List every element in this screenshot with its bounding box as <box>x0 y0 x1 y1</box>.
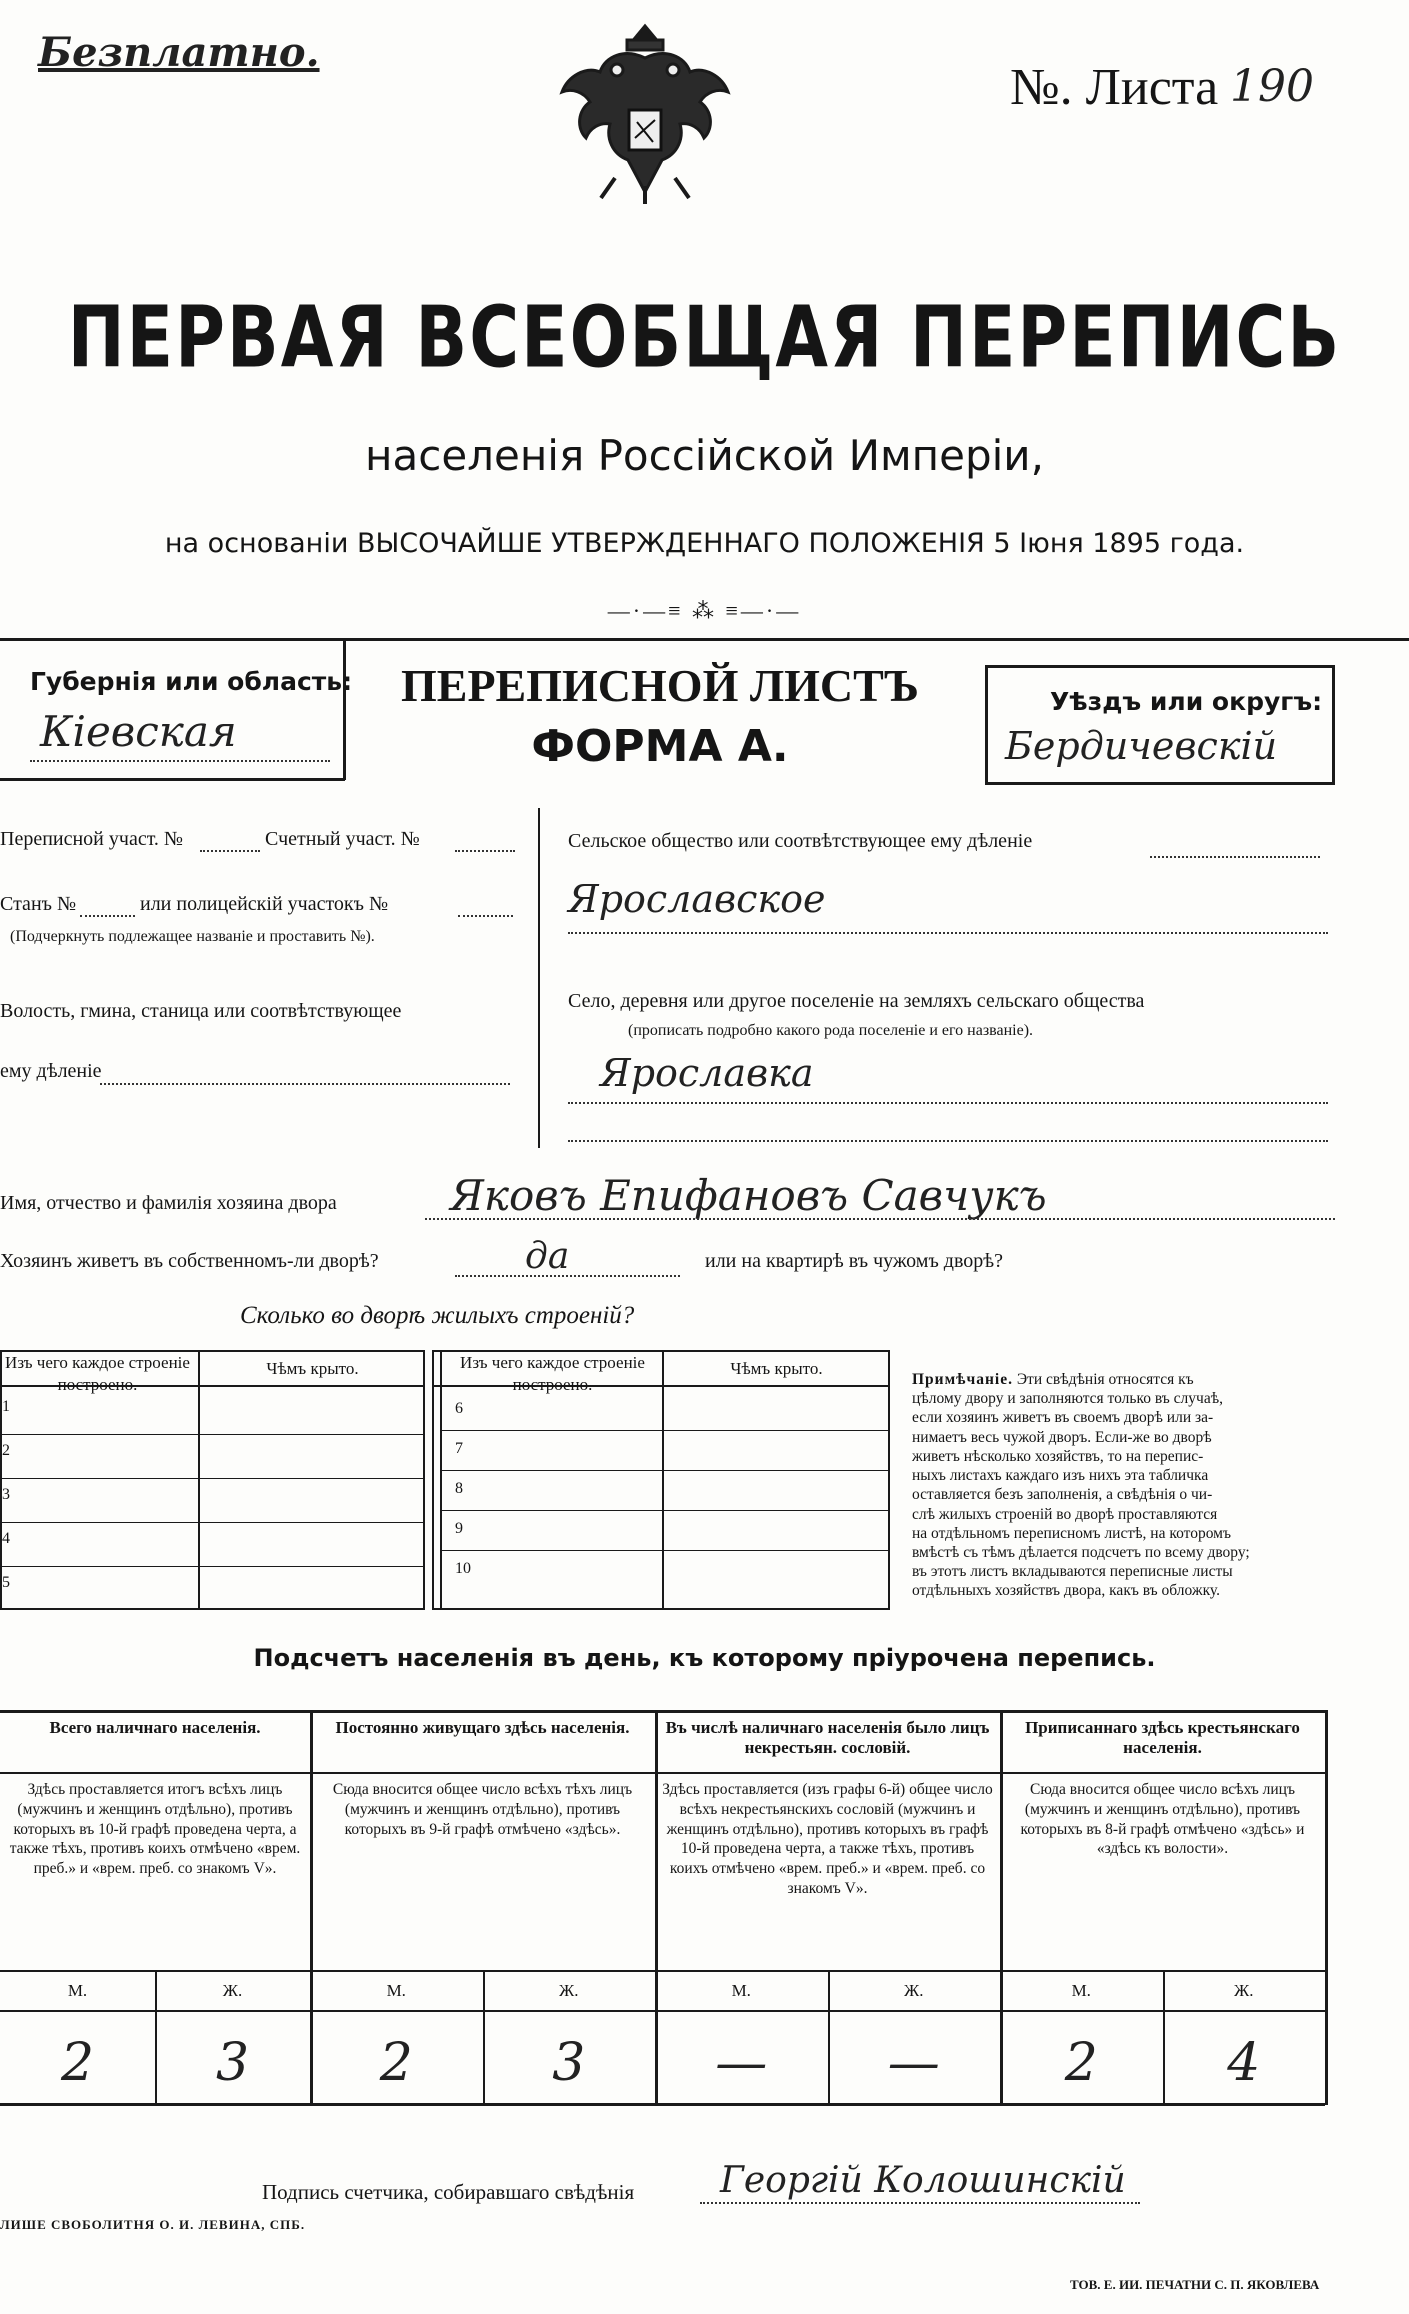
building-row-rule <box>0 1434 425 1435</box>
buildings-left-col-divider <box>198 1350 200 1610</box>
building-row-number: 1 <box>2 1398 10 1415</box>
note-line: въ этотъ листъ вкладываются переписные листы <box>912 1563 1233 1581</box>
gubernia-value: Кіевская <box>40 707 237 756</box>
owner-name-value: Яковъ Епифановъ Савчукъ <box>450 1171 1047 1220</box>
underline-note: (Подчеркнуть подлежащее названіе и проставить №). <box>10 928 375 945</box>
own-yard-label: Хозяинъ живетъ въ собственномъ-ли дворѣ? <box>0 1250 379 1272</box>
note-line: нимаетъ весь чужой дворъ. Если-же во дворѣ <box>912 1428 1212 1446</box>
police-label: или полицейскій участокъ № <box>140 893 389 915</box>
volost-line <box>100 1083 510 1085</box>
summary-f-value: — <box>887 2033 940 2093</box>
summary-m-label: М. <box>1071 1981 1091 2000</box>
main-title: ПЕРВАЯ ВСЕОБЩАЯ ПЕРЕПИСЬ <box>67 288 1342 388</box>
note-line: цѣлому двору и заполняются только въ случаѣ, <box>912 1390 1223 1408</box>
summary-values-rule <box>0 2010 1325 2012</box>
summary-header-rule <box>0 1772 310 1774</box>
summary-m-value: — <box>715 2033 768 2093</box>
summary-f-value: 3 <box>552 2033 586 2093</box>
note-line: живетъ нѣсколько хозяйствъ, то на перепис- <box>912 1447 1204 1465</box>
building-row-number: 10 <box>455 1560 471 1577</box>
note-line: вмѣстѣ съ тѣмъ дѣлается подсчетъ по всему двору; <box>912 1543 1250 1561</box>
summary-header-rule <box>310 1772 655 1774</box>
summary-top-rule <box>0 1710 1325 1713</box>
buildings-left-col-roof: Чѣмъ крыто. <box>266 1359 359 1378</box>
imperial-eagle-emblem-icon <box>555 18 735 208</box>
count-plot-line <box>455 850 515 852</box>
summary-col-desc: Здѣсь проставляется (изъ графы 6-й) общее число всѣхъ некрестьянскихъ сословій (мужчинъ и женщинъ отдѣльно), противъ которыхъ въ графѣ 10-й проведена черта, а также тѣхъ, противъ коихъ отмѣчено «врем. преб.» и «врем. преб. со знакомъ V». <box>662 1781 993 1898</box>
building-row-rule <box>440 1510 890 1511</box>
note-line: оставляется безъ заполненія, а свѣдѣнія о чи- <box>912 1486 1213 1504</box>
summary-m-label: М. <box>386 1981 406 2000</box>
building-row-rule <box>440 1470 890 1471</box>
summary-col-divider <box>1325 1710 1328 2105</box>
own-yard-value: да <box>525 1236 570 1277</box>
summary-col-header: Приписаннаго здѣсь крестьянскаго населенія. <box>1025 1718 1300 1758</box>
gubernia-line <box>30 760 330 762</box>
summary-f-label: Ж. <box>904 1981 924 2000</box>
summary-mf-rule <box>0 1970 1325 1972</box>
building-row-rule <box>0 1566 425 1567</box>
note-line: отдѣльныхъ хозяйствъ двора, какъ въ обложку. <box>912 1582 1221 1600</box>
sheet-number-value: 190 <box>1230 61 1314 112</box>
police-line <box>458 915 513 917</box>
building-row-number: 8 <box>455 1480 463 1497</box>
village-line-1 <box>568 1102 1328 1104</box>
summary-header-rule <box>1000 1772 1325 1774</box>
summary-col-header: Въ числѣ наличнаго населенія было лицъ некрестьян. сословій. <box>665 1718 990 1758</box>
summary-f-value: 4 <box>1227 2033 1261 2093</box>
band-divider-left <box>343 640 346 780</box>
village-label: Село, деревня или другое поселеніе на земляхъ сельскаго общества <box>568 990 1145 1012</box>
printer-left: ЛИШЕ СВОБОЛИТНЯ О. И. ЛЕВИНА, СПБ. <box>0 2217 306 2232</box>
summary-col-header: Постоянно живущаго здѣсь населенія. <box>335 1718 630 1737</box>
building-row-number: 3 <box>2 1486 10 1503</box>
building-row-rule <box>440 1550 890 1551</box>
society-value: Ярославское <box>568 877 826 921</box>
summary-f-label: Ж. <box>222 1981 243 2000</box>
village-line-2 <box>568 1140 1328 1142</box>
summary-col-desc: Сюда вносится общее число всѣхъ лицъ (мужчинъ и женщинъ отдѣльно), противъ которыхъ въ 8-й графѣ отмѣчено «здѣсь» и «здѣсь къ волости». <box>1020 1781 1305 1858</box>
census-plot-line <box>200 850 260 852</box>
building-row-number: 7 <box>455 1440 463 1457</box>
summary-f-label: Ж. <box>559 1981 579 2000</box>
gubernia-label: Губернія или область: <box>30 667 353 696</box>
village-value: Ярославка <box>600 1051 814 1095</box>
summary-col-desc: Сюда вносится общее число всѣхъ тѣхъ лицъ (мужчинъ и женщинъ отдѣльно), противъ которыхъ въ 9-й графѣ отмѣчено «здѣсь». <box>332 1781 633 1838</box>
summary-table <box>0 1710 1325 2105</box>
summary-title: Подсчетъ населенія въ день, къ которому пріурочена перепись. <box>253 1644 1156 1672</box>
buildings-right-inner-rule <box>440 1350 442 1610</box>
census-plot-label: Переписной участ. № <box>0 828 184 850</box>
note-line: если хозяинъ живетъ въ своемъ дворѣ или за- <box>912 1409 1214 1427</box>
summary-m-value: 2 <box>1064 2033 1098 2093</box>
band-bottom-rule-left <box>0 778 345 781</box>
building-row-number: 9 <box>455 1520 463 1537</box>
volost-label-1: Волость, гмина, станица или соотвѣтствующее <box>0 1000 402 1022</box>
buildings-right-col-divider <box>662 1350 664 1610</box>
note-line: Эти свѣдѣнія относятся къ <box>1016 1371 1194 1388</box>
society-line-1 <box>1150 856 1320 858</box>
subtitle: населенія Россійской Имперіи, <box>365 431 1044 480</box>
summary-header-rule <box>655 1772 1000 1774</box>
printer-right: ТОВ. Е. ИИ. ПЕЧАТНИ С. П. ЯКОВЛЕВА <box>1070 2277 1320 2292</box>
building-row-number: 6 <box>455 1400 463 1417</box>
owner-name-label: Имя, отчество и фамилія хозяина двора <box>0 1192 337 1214</box>
summary-col-header: Всего наличнаго населенія. <box>49 1718 261 1737</box>
summary-m-value: 2 <box>60 2033 95 2093</box>
uezd-value: Бердичевскій <box>1005 724 1278 768</box>
stan-label: Станъ № <box>0 893 77 915</box>
summary-bottom-rule <box>0 2103 1325 2106</box>
summary-m-label: М. <box>67 1981 88 2000</box>
band-top-rule <box>0 638 1409 641</box>
building-row-number: 2 <box>2 1442 10 1459</box>
buildings-right-col-material: Изъ чего каждое строеніе построено. <box>460 1353 645 1395</box>
note-block <box>912 1370 1337 1601</box>
society-label: Сельское общество или соотвѣтствующее ему дѣленіе <box>568 830 1033 852</box>
building-row-rule <box>0 1478 425 1479</box>
note-line: слѣ жилыхъ строеній во дворѣ проставляются <box>912 1505 1218 1523</box>
building-row-number: 5 <box>2 1574 10 1591</box>
summary-col-desc: Здѣсь проставляется итогъ всѣхъ лицъ (мужчинъ и женщинъ отдѣльно), противъ которыхъ въ 10-й графѣ проведена черта, а также тѣхъ, противъ коихъ отмѣчено «врем. преб.» и «врем. преб. со знакомъ V». <box>9 1781 301 1878</box>
signature-value: Георгій Колошинскій <box>720 2160 1126 2201</box>
buildings-label: Сколько во дворѣ жилыхъ строеній? <box>240 1302 635 1329</box>
sheet-number-label: №. Листа <box>1010 59 1219 116</box>
uezd-label: Уѣздъ или округъ: <box>1050 687 1323 716</box>
building-row-number: 4 <box>2 1530 10 1547</box>
summary-f-label: Ж. <box>1234 1981 1254 2000</box>
note-title: Примѣчаніе. <box>912 1371 1013 1388</box>
society-line-2 <box>568 932 1328 934</box>
summary-m-value: 2 <box>379 2033 413 2093</box>
buildings-left-col-material: Изъ чего каждое строеніе построено. <box>5 1353 190 1395</box>
owner-name-line <box>425 1218 1335 1220</box>
summary-m-label: М. <box>731 1981 751 2000</box>
buildings-right-col-roof: Чѣмъ крыто. <box>730 1359 823 1378</box>
note-line: на отдѣльномъ переписномъ листѣ, на которомъ <box>912 1524 1231 1542</box>
form-type: ФОРМА А. <box>531 721 789 772</box>
form-title: ПЕРЕПИСНОЙ ЛИСТЪ <box>400 660 920 711</box>
free-label: Безплатно. <box>38 29 320 76</box>
count-plot-label: Счетный участ. № <box>265 828 420 850</box>
volost-label-2: ему дѣленіе <box>0 1060 102 1082</box>
basis-line: на основаніи ВЫСОЧАЙШЕ УТВЕРЖДЕННАГО ПОЛОЖЕНІЯ 5 Іюня 1895 года. <box>164 528 1245 559</box>
fields-divider <box>538 808 540 1148</box>
summary-f-value: 3 <box>215 2033 250 2093</box>
signature-line <box>700 2202 1140 2204</box>
ornament-divider: —·—≡ ⁂ ≡—·— <box>607 598 802 623</box>
village-note: (прописать подробно какого рода поселеніе и его названіе). <box>628 1022 1034 1039</box>
building-row-rule <box>440 1430 890 1431</box>
rent-label: или на квартирѣ въ чужомъ дворѣ? <box>705 1250 1004 1272</box>
building-row-rule <box>0 1522 425 1523</box>
signature-label: Подпись счетчика, собиравшаго свѣдѣнія <box>262 2180 635 2204</box>
own-yard-line <box>455 1275 680 1277</box>
note-line: ныхъ листахъ каждаго изъ нихъ эта табличка <box>912 1467 1209 1485</box>
stan-line <box>80 915 135 917</box>
